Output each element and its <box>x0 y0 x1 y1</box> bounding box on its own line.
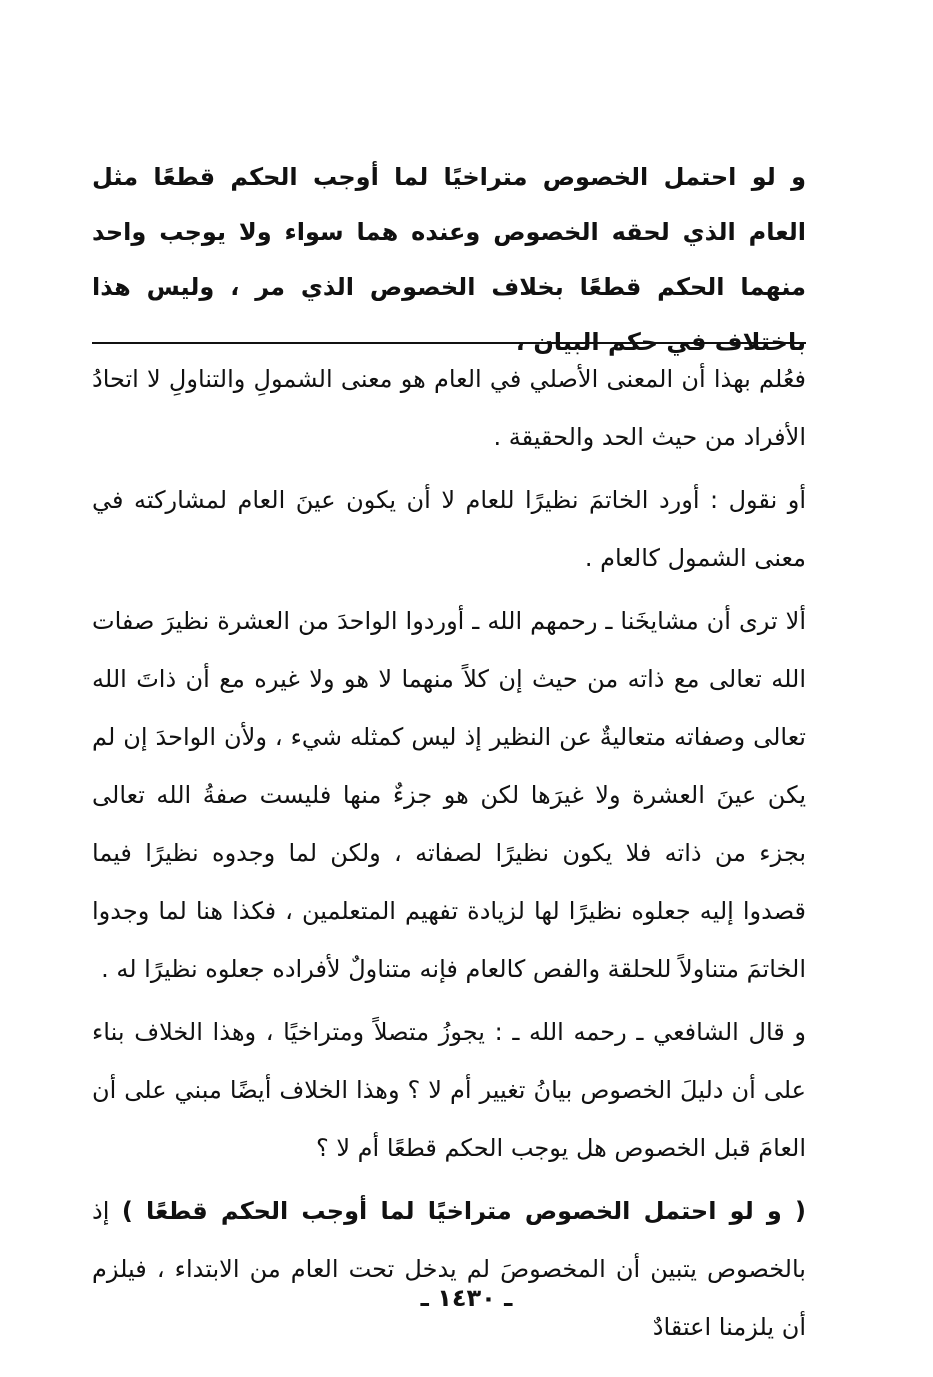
main-text: و لو احتمل الخصوص متراخيًا لما أوجب الحكم قطعًا مثل العام الذي لحقه الخصوص وعنده هما سواء ولا يوجب واحد منهما الحكم قطعًا بخلاف الخصوص الذي مر ، وليس هذا باختلاف في حكم البيان ، <box>92 163 806 356</box>
commentary-paragraph-2: أو نقول : أورد الخاتمَ نظيرًا للعام لا أن يكون عينَ العام لمشاركته في معنى الشمول كالعام . <box>92 486 806 572</box>
quote-explanation: إذ بالخصوص يتبين أن المخصوصَ لم يدخل تحت العام من الابتداء ، فيلزم أن يلزمنا اعتقادٌ <box>92 1197 806 1341</box>
commentary-paragraph-1: فعُلم بهذا أن المعنى الأصلي في العام هو معنى الشمولِ والتناولِ لا اتحادُ الأفراد من حيث الحد والحقيقة . <box>92 365 806 451</box>
quoted-text: ( و لو احتمل الخصوص متراخيًا لما أوجب الحكم قطعًا ) <box>121 1197 806 1225</box>
commentary-paragraph-4: و قال الشافعي ـ رحمه الله ـ : يجوزُ متصلاً ومتراخيًا ، وهذا الخلاف بناء على أن دليلَ الخصوص بيانُ تغيير أم لا ؟ وهذا الخلاف أيضًا مبني على أن العامَ قبل الخصوص هل يوجب الحكم قطعًا أم لا ؟ <box>92 1018 806 1162</box>
commentary-paragraph-3: ألا ترى أن مشايخَنا ـ رحمهم الله ـ أوردوا الواحدَ من العشرة نظيرَ صفات الله تعالى مع ذاته من حيث إن كلاً منهما لا هو ولا غيره مع أن ذاتَ الله تعالى وصفاته متعاليةٌ عن النظير إذ ليس كمثله شيء ، ولأن الواحدَ إن لم يكن عينَ العشرة ولا غيرَها لكن هو جزءٌ منها فليست صفةُ الله تعالى بجزء من ذاته فلا يكون نظيرًا لصفاته ، ولكن لما وجدوه نظيرًا فيما قصدوا إليه جعلوه نظيرًا لها لزيادة تفهيم المتعلمين ، فكذا هنا لما وجدوا الخاتمَ متناولاً للحلقة والفص كالعام فإنه متناولٌ لأفراده جعلوه نظيرًا له . <box>92 607 806 983</box>
commentary <box>92 350 806 1361</box>
divider-line <box>92 342 806 344</box>
page-number: ـ ١٤٣٠ ـ <box>420 1284 513 1312</box>
commentary-paragraph-5 <box>92 1182 806 1356</box>
